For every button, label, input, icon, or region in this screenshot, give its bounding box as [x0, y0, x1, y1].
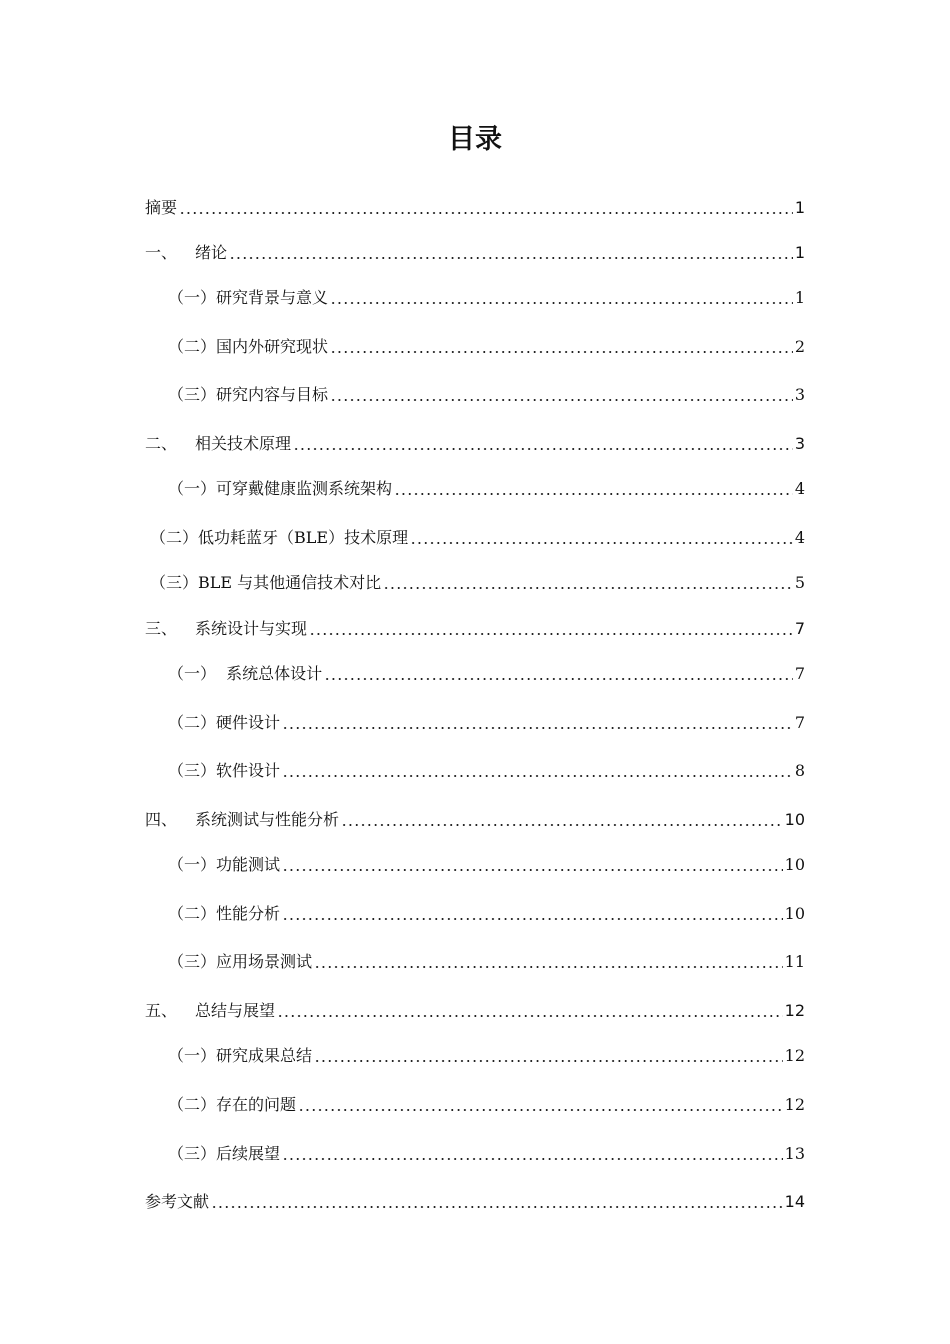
toc-entry[interactable] — [168, 1139, 805, 1165]
dot-leader — [282, 775, 793, 777]
toc-entry-label: （三）研究内容与目标 — [168, 385, 329, 404]
dot-leader — [394, 493, 793, 495]
toc-entry[interactable] — [168, 380, 805, 406]
toc-entry-label: （三）应用场景测试 — [168, 952, 313, 971]
toc-entry[interactable] — [145, 1187, 805, 1213]
toc-entry[interactable] — [168, 899, 805, 925]
toc-page-number: 7 — [794, 619, 805, 638]
toc-entry-label: （三）BLE 与其他通信技术对比 — [150, 573, 382, 592]
toc-entry-label: 二、 相关技术原理 — [145, 434, 292, 453]
dot-leader — [383, 587, 793, 589]
dot-leader — [282, 918, 783, 920]
dot-leader — [211, 1206, 783, 1208]
dot-leader — [314, 1060, 783, 1062]
toc-page-number: 12 — [784, 1046, 805, 1065]
toc-entry[interactable] — [168, 850, 805, 876]
toc-entry[interactable] — [168, 474, 805, 500]
toc-entry-label: 三、 系统设计与实现 — [145, 619, 308, 638]
toc-page-number: 7 — [794, 664, 805, 683]
toc-page-number: 10 — [784, 810, 805, 829]
toc-entry[interactable] — [168, 283, 805, 309]
dot-leader — [277, 1015, 783, 1017]
toc-page-number: 2 — [794, 337, 805, 356]
toc-page-number: 3 — [794, 434, 805, 453]
dot-leader — [298, 1109, 783, 1111]
toc-page-number: 10 — [784, 904, 805, 923]
toc-entry[interactable] — [145, 996, 805, 1022]
toc-entry-label: （一）研究成果总结 — [168, 1046, 313, 1065]
toc-page-number: 5 — [794, 573, 805, 592]
toc-entry-label: （一）功能测试 — [168, 855, 281, 874]
toc-page-number: 4 — [794, 528, 805, 547]
toc-entry-label: （一）研究背景与意义 — [168, 288, 329, 307]
toc-entry[interactable] — [145, 429, 805, 455]
toc-entry[interactable] — [150, 523, 805, 549]
dot-leader — [179, 212, 793, 214]
toc-entry-label: 参考文献 — [145, 1192, 210, 1211]
toc-entry-label: 四、 系统测试与性能分析 — [145, 810, 340, 829]
toc-entry[interactable] — [168, 1041, 805, 1067]
toc-entry-label: （二）硬件设计 — [168, 713, 281, 732]
page-title: 目录 — [448, 124, 502, 155]
toc-entry[interactable] — [168, 708, 805, 734]
section-number: 二、 — [145, 434, 178, 453]
toc-entry-label: （一）可穿戴健康监测系统架构 — [168, 479, 393, 498]
dot-leader — [330, 399, 793, 401]
toc-entry-label: （一） 系统总体设计 — [168, 664, 323, 683]
dot-leader — [330, 351, 793, 353]
dot-leader — [330, 302, 793, 304]
dot-leader — [282, 727, 793, 729]
toc-entry[interactable] — [168, 659, 805, 685]
dot-leader — [341, 824, 783, 826]
toc-page-number: 4 — [794, 479, 805, 498]
toc-entry[interactable] — [145, 238, 805, 264]
dot-leader — [282, 1158, 783, 1160]
toc-page-number: 12 — [784, 1001, 805, 1020]
toc-page-number: 13 — [784, 1144, 805, 1163]
toc-entry-label: （三）软件设计 — [168, 761, 281, 780]
toc-page-number: 1 — [794, 243, 805, 262]
dot-leader — [229, 257, 793, 259]
toc-entry[interactable] — [168, 756, 805, 782]
toc-page-number: 1 — [794, 198, 805, 217]
toc-page-number: 12 — [784, 1095, 805, 1114]
dot-leader — [324, 678, 793, 680]
toc-page-number: 1 — [794, 288, 805, 307]
toc-entry-label: 一、 绪论 — [145, 243, 228, 262]
dot-leader — [293, 448, 793, 450]
toc-page-number: 8 — [794, 761, 805, 780]
toc-entry[interactable] — [168, 332, 805, 358]
toc-page-number: 10 — [784, 855, 805, 874]
toc-entry-label: 五、 总结与展望 — [145, 1001, 276, 1020]
toc-entry-label: （二）性能分析 — [168, 904, 281, 923]
toc-entry[interactable] — [150, 568, 805, 594]
toc-page-number: 11 — [784, 952, 805, 971]
toc-entry[interactable] — [145, 614, 805, 640]
toc-entry[interactable] — [168, 1090, 805, 1116]
toc-page-number: 3 — [794, 385, 805, 404]
toc-entry[interactable] — [145, 805, 805, 831]
toc-page-number: 14 — [784, 1192, 805, 1211]
section-number: 一、 — [145, 243, 178, 262]
toc-entry[interactable] — [168, 947, 805, 973]
section-number: 四、 — [145, 810, 178, 829]
dot-leader — [314, 966, 783, 968]
section-number: 三、 — [145, 619, 178, 638]
dot-leader — [282, 869, 783, 871]
toc-entry[interactable] — [145, 193, 805, 219]
section-number: 五、 — [145, 1001, 178, 1020]
dot-leader — [309, 633, 793, 635]
toc-entry-label: 摘要 — [145, 198, 178, 217]
toc-entry-label: （二）存在的问题 — [168, 1095, 297, 1114]
toc-entry-label: （二）国内外研究现状 — [168, 337, 329, 356]
toc-entry-label: （三）后续展望 — [168, 1144, 281, 1163]
dot-leader — [410, 542, 793, 544]
toc-page-number: 7 — [794, 713, 805, 732]
toc-entry-label: （二）低功耗蓝牙（BLE）技术原理 — [150, 528, 409, 547]
